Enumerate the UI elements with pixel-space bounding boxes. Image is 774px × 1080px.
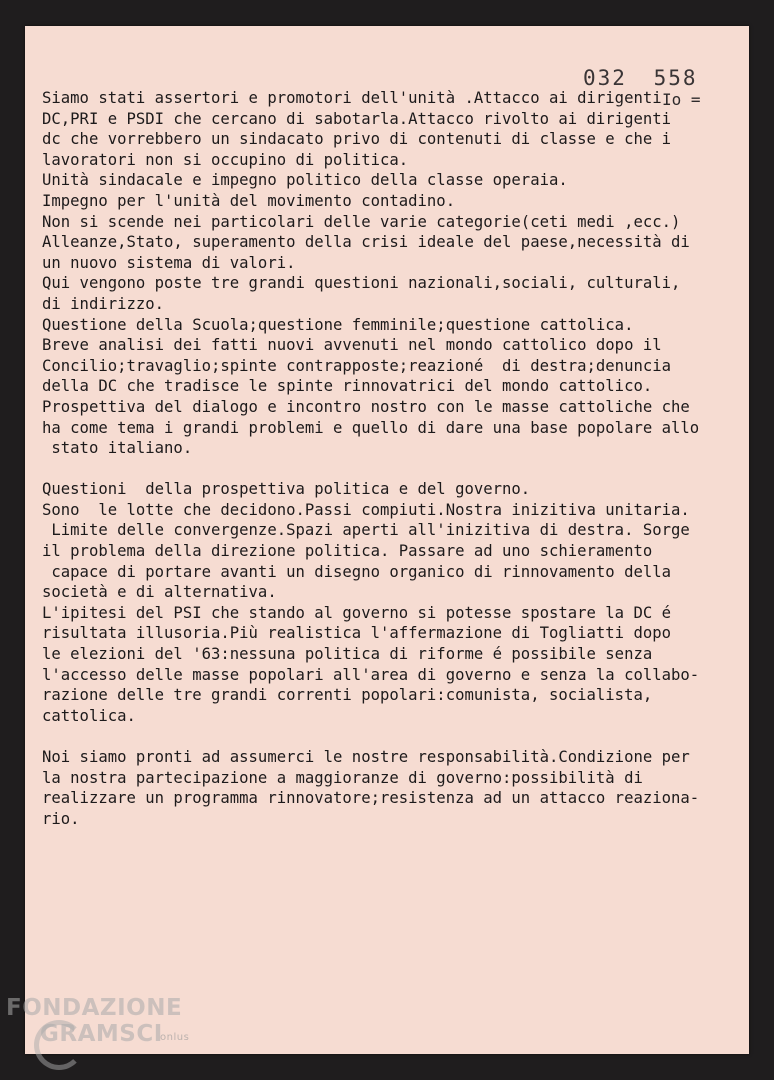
text-line: Noi siamo pronti ad assumerci le nostre responsabilità.Condizione per (42, 748, 690, 766)
text-line: Siamo stati assertori e promotori dell'unità .Attacco ai dirigenti (42, 89, 662, 107)
text-line: Alleanze,Stato, superamento della crisi ideale del paese,necessità di (42, 233, 690, 252)
text-line: un nuovo sistema di valori. (42, 253, 296, 272)
text-line: Unità sindacale e impegno politico della classe operaia. (42, 171, 568, 190)
text-line: DC,PRI e PSDI che cercano di sabotarla.Attacco rivolto ai dirigenti (42, 109, 672, 128)
text-line: l'accesso delle masse popolari all'area di governo e senza la collabo- (42, 665, 700, 684)
text-line: Breve analisi dei fatti nuovi avvenuti nel mondo cattolico dopo il (42, 336, 662, 355)
text-line: razione delle tre grandi correnti popolari:comunista, socialista, (42, 686, 653, 705)
text-line: Sono le lotte che decidono.Passi compiuti.Nostra inizitiva unitaria. (42, 500, 690, 519)
text-line: società e di alternativa. (42, 583, 277, 602)
text-line: dc che vorrebbero un sindacato privo di contenuti di classe e che i (42, 130, 672, 149)
text-line: il problema della direzione politica. Passare ad uno schieramento (42, 542, 653, 561)
text-line: stato italiano. (42, 439, 193, 458)
text-line: Non si scende nei particolari delle varie categorie(ceti medi ,ecc.) (42, 212, 681, 231)
text-line: di indirizzo. (42, 294, 165, 313)
paragraph-gap (42, 726, 732, 747)
text-line: capace di portare avanti un disegno organico di rinnovamento della (42, 562, 672, 581)
text-line: Concilio;travaglio;spinte contrapposte;reazioné di destra;denuncia (42, 356, 672, 375)
watermark-line-1: FONDAZIONE (6, 995, 183, 1021)
archive-stamp: 032 558 (583, 66, 698, 90)
text-line: cattolica. (42, 706, 136, 725)
text-line: la nostra partecipazione a maggioranze di governo:possibilità di (42, 768, 643, 787)
paragraph-gap (42, 459, 732, 480)
text-line: Impegno per l'unità del movimento contadino. (42, 191, 456, 210)
fondazione-gramsci-watermark (6, 995, 190, 1047)
text-line: L'ipitesi del PSI che stando al governo si potesse spostare la DC é (42, 603, 672, 622)
watermark-line-2: GRAMSCI (40, 1021, 163, 1047)
text-line: Limite delle convergenze.Spazi aperti all'inizitiva di destra. Sorge (42, 521, 690, 540)
text-line: Qui vengono poste tre grandi questioni nazionali,sociali, culturali, (42, 274, 681, 293)
text-line: Prospettiva del dialogo e incontro nostro con le masse cattoliche che (42, 397, 690, 416)
text-line: Questioni della prospettiva politica e del governo. (42, 480, 531, 499)
text-line: della DC che tradisce le spinte rinnovatrici del mondo cattolico. (42, 377, 653, 396)
text-line: Questione della Scuola;questione femminile;questione cattolica. (42, 315, 634, 334)
text-line: ha come tema i grandi problemi e quello di dare una base popolare allo (42, 418, 700, 437)
text-line: lavoratori non si occupino di politica. (42, 150, 409, 169)
text-line: rio. (42, 809, 80, 828)
text-line: realizzare un programma rinnovatore;resistenza ad un attacco reaziona- (42, 789, 700, 808)
page-number: Io = (662, 90, 701, 109)
watermark-suffix: onlus (160, 1032, 190, 1043)
text-line: le elezioni del '63:nessuna politica di riforme é possibile senza (42, 645, 653, 664)
typed-text-body (42, 88, 732, 829)
text-line: risultata illusoria.Più realistica l'affermazione di Togliatti dopo (42, 624, 672, 643)
